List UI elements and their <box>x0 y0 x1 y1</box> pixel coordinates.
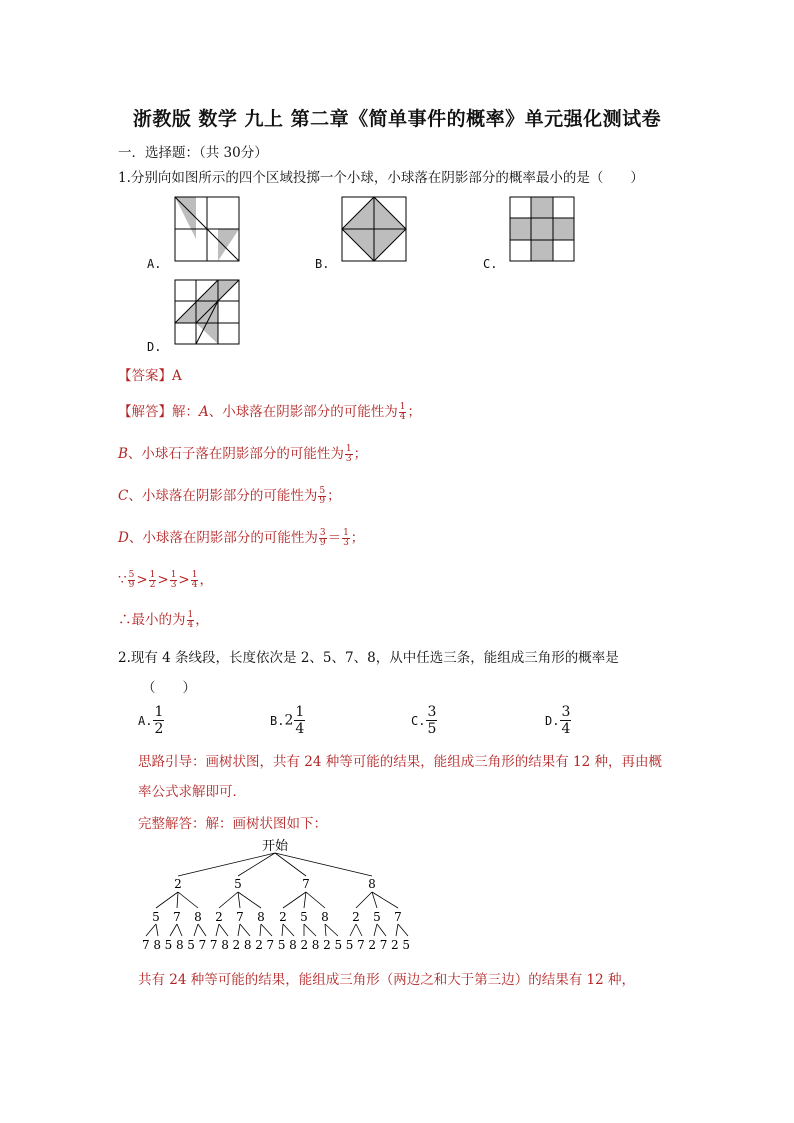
q2-option-c <box>411 704 438 737</box>
solution-line-c <box>118 484 341 506</box>
sol-b-text: 、小球石子落在阴影部分的可能性为 <box>127 446 344 462</box>
q2-option-a <box>138 704 165 737</box>
option-c-label: C. <box>411 714 426 729</box>
tree-node: 8 <box>257 910 265 924</box>
option-d-label: D. <box>545 714 560 729</box>
figure-c <box>509 196 575 262</box>
equals: ＝ <box>327 530 342 546</box>
q2-stem-line1: 2.现有 4 条线段，长度依次是 2、5、7、8，从中任选三条，能组成三角形的概率是 <box>118 650 619 666</box>
answer-label: 【答案】 <box>118 368 172 384</box>
tree-node: 8 <box>368 877 376 891</box>
tree-node: 2 <box>279 910 287 924</box>
q1-stem: 1.分别向如图所示的四个区域投掷一个小球，小球落在阴影部分的概率最小的是（ ） <box>118 170 644 186</box>
semicolon: ； <box>327 488 341 504</box>
tree-node: 5 <box>373 910 381 924</box>
sol-c-letter: C <box>118 488 129 504</box>
figure-c-label: C. <box>483 257 498 271</box>
figure-d-label: D. <box>147 340 162 354</box>
gt-symbol: > <box>178 572 190 588</box>
fraction-1-2: $\frac{1}{2}$ <box>149 570 156 590</box>
sol-a-letter: A <box>199 404 209 420</box>
tree-root: 开始 <box>261 839 289 854</box>
tree-leaves: 7 8 5 8 5 7 7 8 2 8 2 7 5 8 2 8 2 5 5 7 2 7 2 5 <box>142 938 410 952</box>
tree-node: 7 <box>236 910 244 924</box>
tree-node: 5 <box>152 910 160 924</box>
page-title: 浙教版 数学 九上 第二章《简单事件的概率》单元强化测试卷 <box>132 108 662 130</box>
solution-line-b <box>118 442 367 464</box>
option-a-fraction: $\frac{1}{2}$ <box>154 704 164 738</box>
sol-b-letter: B <box>118 446 128 462</box>
q2-option-d <box>545 704 572 737</box>
tree-diagram <box>130 836 430 956</box>
gt-symbol: > <box>157 572 169 588</box>
option-b-fraction: $\frac{1}{4}$ <box>295 704 305 738</box>
solution-prefix: 解： <box>172 404 199 420</box>
fraction-5-9: $\frac{5}{9}$ <box>128 570 135 590</box>
solution-line-a <box>118 400 421 422</box>
solution-label: 【解答】 <box>118 404 172 420</box>
result-line: 共有 24 种等可能的结果，能组成三角形（两边之和大于第三边）的结果有 12 种， <box>138 972 636 988</box>
fraction-3-9: $\frac{3}{9}$ <box>319 528 326 548</box>
tree-level2 <box>152 910 402 924</box>
comma: ， <box>199 572 213 588</box>
fraction-1-3: $\frac{1}{3}$ <box>343 528 349 548</box>
figure-a <box>174 196 240 262</box>
q2-stem-line2: （ ） <box>142 680 196 696</box>
therefore-text: ∴最小的为 <box>118 612 186 628</box>
figure-a-shade-2 <box>218 229 239 261</box>
answer-line <box>118 364 182 384</box>
semicolon: ； <box>353 446 368 462</box>
option-b-whole: 2 <box>284 712 294 729</box>
option-c-fraction: $\frac{3}{5}$ <box>427 704 437 738</box>
section-heading: 一．选择题：（共 30分） <box>118 145 268 161</box>
fraction-1-4: $\frac{1}{4}$ <box>191 570 198 590</box>
tree-node: 5 <box>234 877 242 891</box>
fraction-1-4: $\frac{1}{4}$ <box>399 402 406 422</box>
figure-b-label: B. <box>315 257 330 271</box>
figure-a-label: A. <box>147 257 162 271</box>
fraction-1-3: $\frac{1}{3}$ <box>345 444 352 464</box>
tree-node: 8 <box>194 910 202 924</box>
tree-level1 <box>174 877 376 891</box>
fraction-5-9: $\frac{5}{9}$ <box>319 486 326 506</box>
semicolon: ； <box>407 404 421 420</box>
tree-node: 2 <box>352 910 360 924</box>
figure-b <box>341 196 407 262</box>
hint-line2: 率公式求解即可． <box>138 784 246 800</box>
sol-c-text: 、小球落在阴影部分的可能性为 <box>128 488 318 504</box>
figure-d <box>174 279 240 345</box>
solution-line-d <box>118 526 364 548</box>
option-a-label: A. <box>138 714 153 729</box>
sol-d-letter: D <box>118 530 129 546</box>
tree-node: 8 <box>321 910 329 924</box>
therefore-line <box>118 608 209 630</box>
hint-line1: 思路引导：画树状图，共有 24 种等可能的结果，能组成三角形的结果有 12 种，再由概 <box>138 754 663 770</box>
gt-symbol: > <box>136 572 148 588</box>
sol-a-text: 、小球落在阴影部分的可能性为 <box>208 404 398 420</box>
tree-node: 7 <box>173 910 181 924</box>
tree-node: 5 <box>300 910 308 924</box>
answer-value: A <box>172 368 182 384</box>
because-line <box>118 568 213 590</box>
q2-option-b <box>270 704 306 737</box>
tree-node: 2 <box>215 910 223 924</box>
because-symbol: ∵ <box>118 572 127 588</box>
figure-a-shade-1 <box>175 197 196 239</box>
tree-node: 7 <box>394 910 402 924</box>
option-d-fraction: $\frac{3}{4}$ <box>561 704 571 738</box>
tree-node: 7 <box>302 877 310 891</box>
fraction-1-4: $\frac{1}{4}$ <box>187 610 194 630</box>
tree-node: 2 <box>174 877 182 891</box>
tree-edges <box>146 853 408 936</box>
fraction-1-3: $\frac{1}{3}$ <box>170 570 177 590</box>
sol-d-text: 、小球落在阴影部分的可能性为 <box>128 530 318 546</box>
semicolon: ； <box>350 530 365 546</box>
full-solution-label: 完整解答：解：画树状图如下： <box>138 816 327 832</box>
option-b-label: B. <box>270 714 285 729</box>
comma: ， <box>195 612 209 628</box>
